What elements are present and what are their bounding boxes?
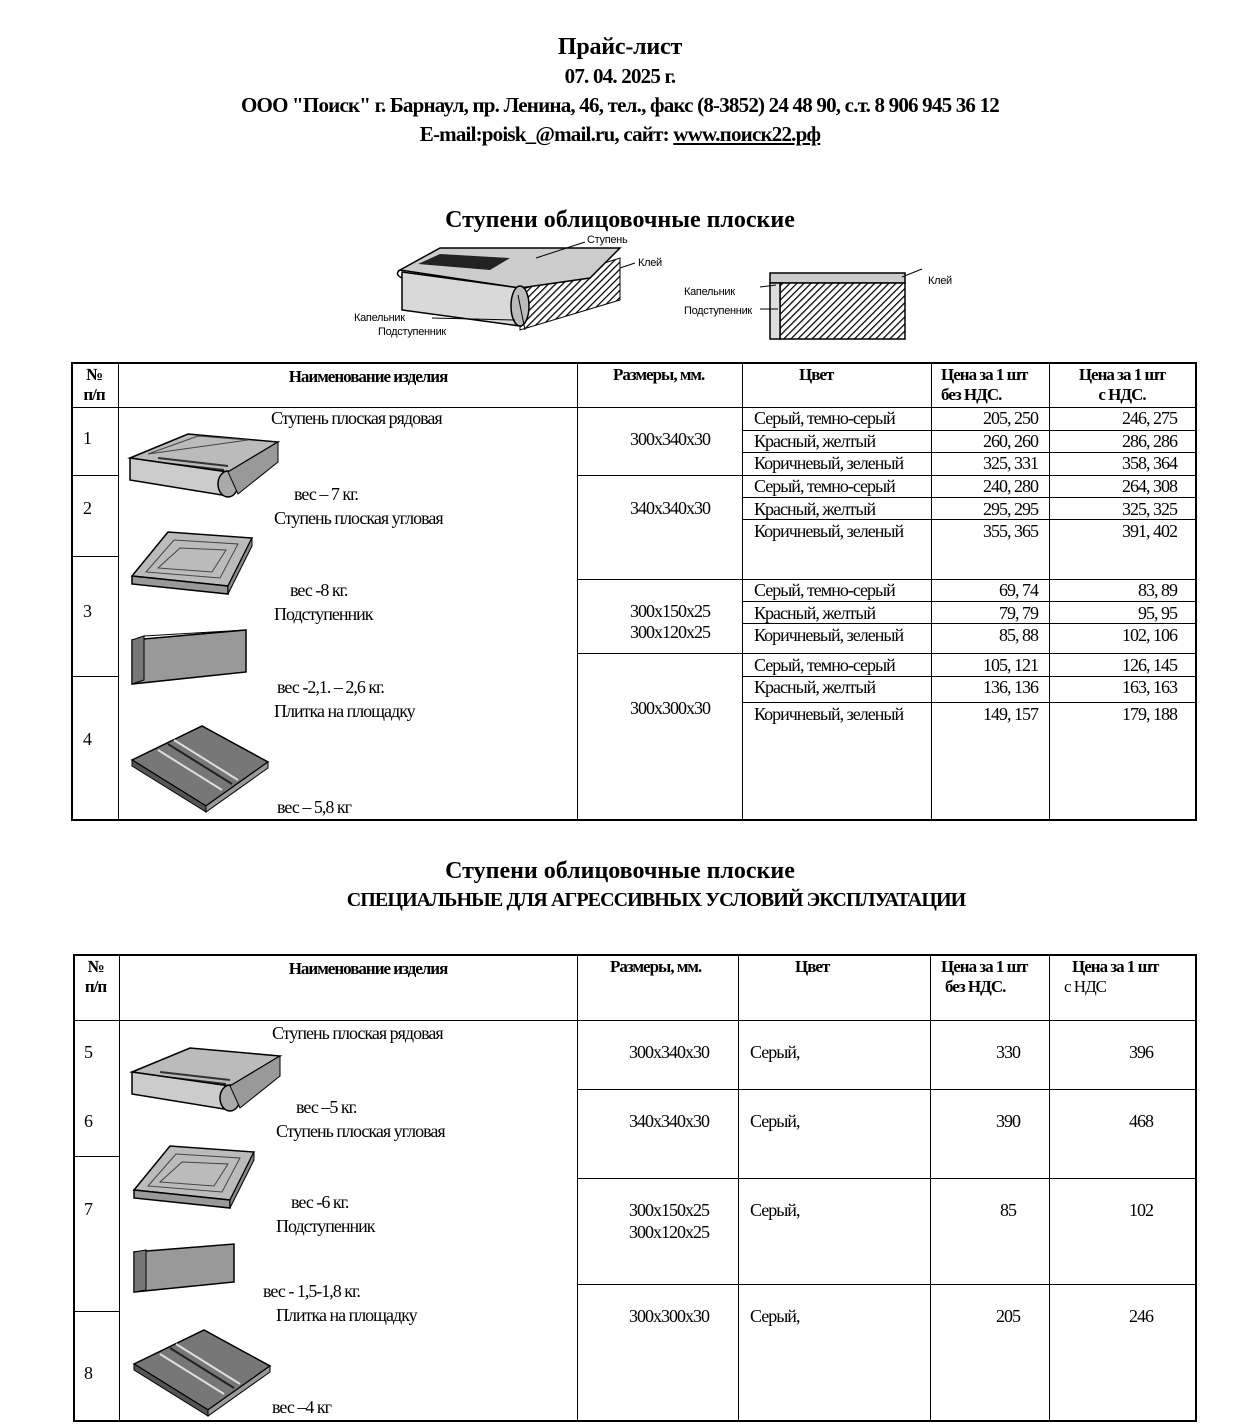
color-cell: Серый, темно-серый xyxy=(754,655,895,675)
size-cell: 300х120х25 xyxy=(629,1222,709,1242)
price-vat: 95, 95 xyxy=(1138,603,1177,623)
color-cell: Коричневый, зеленый xyxy=(754,625,904,645)
col-price-no-vat-2: Цена за 1 шт без НДС. xyxy=(941,957,1028,996)
price-no-vat: 149, 157 xyxy=(983,704,1038,724)
price-vat: 83, 89 xyxy=(1138,580,1177,600)
price-no-vat: 240, 280 xyxy=(983,476,1038,496)
col-name-2: Наименование изделия xyxy=(288,959,448,978)
step-row-image xyxy=(128,430,278,500)
size-cell: 300х300х30 xyxy=(630,698,710,718)
product-name: Подступенник xyxy=(274,604,373,624)
product-weight: вес - 1,5-1,8 кг. xyxy=(263,1281,360,1301)
color-cell: Красный, желтый xyxy=(754,677,876,697)
step-corner-image xyxy=(128,528,258,596)
color-cell: Серый, xyxy=(750,1042,800,1062)
color-cell: Коричневый, зеленый xyxy=(754,704,904,724)
col-price-no-vat: Цена за 1 шт без НДС. xyxy=(941,365,1028,404)
label-glue: Клей xyxy=(638,257,662,269)
label-drip: Капельник xyxy=(354,312,405,324)
price-vat: 264, 308 xyxy=(1122,476,1177,496)
step-corner-image xyxy=(130,1142,260,1210)
price-vat: 102, 106 xyxy=(1122,625,1177,645)
product-name: Подступенник xyxy=(276,1216,375,1236)
step-row-image xyxy=(130,1044,280,1114)
price-vat: 102 xyxy=(1129,1200,1153,1220)
label-riser: Подступенник xyxy=(378,326,446,338)
price-vat: 286, 286 xyxy=(1122,431,1177,451)
price-no-vat: 355, 365 xyxy=(983,521,1038,541)
row-number: 2 xyxy=(83,498,91,518)
label-step: Ступень xyxy=(587,234,628,246)
color-cell: Красный, желтый xyxy=(754,499,876,519)
price-vat: 468 xyxy=(1129,1111,1153,1131)
section1-title: Ступени облицовочные плоские xyxy=(445,207,795,233)
size-cell: 300х150х25 xyxy=(629,1200,709,1220)
price-no-vat: 69, 74 xyxy=(999,580,1038,600)
price-vat: 246 xyxy=(1129,1306,1153,1326)
size-cell: 300х340х30 xyxy=(629,1042,709,1062)
product-name: Ступень плоская рядовая xyxy=(271,408,442,428)
size-cell: 300х300х30 xyxy=(629,1306,709,1326)
row-number: 1 xyxy=(83,428,91,448)
color-cell: Серый, темно-серый xyxy=(754,580,895,600)
label-glue-2: Клей xyxy=(928,275,952,287)
section2-title: Ступени облицовочные плоские xyxy=(445,858,795,884)
label-riser-2: Подступенник xyxy=(684,305,752,317)
product-weight: вес -8 кг. xyxy=(290,580,348,600)
price-no-vat: 85, 88 xyxy=(999,625,1038,645)
row-number: 6 xyxy=(84,1111,92,1131)
color-cell: Коричневый, зеленый xyxy=(754,453,904,473)
size-cell: 300х150х25 xyxy=(630,601,710,621)
col-size-2: Размеры, мм. xyxy=(610,957,702,976)
size-cell: 340х340х30 xyxy=(630,498,710,518)
section2-subtitle: СПЕЦИАЛЬНЫЕ ДЛЯ АГРЕССИВНЫХ УСЛОВИЙ ЭКСПЛУАТАЦИИ xyxy=(346,889,966,911)
price-no-vat: 85 xyxy=(1000,1200,1016,1220)
product-weight: вес –4 кг xyxy=(272,1397,331,1417)
price-vat: 396 xyxy=(1129,1042,1153,1062)
price-no-vat: 330 xyxy=(996,1042,1020,1062)
price-no-vat: 136, 136 xyxy=(983,677,1038,697)
product-weight: вес -6 кг. xyxy=(291,1192,349,1212)
size-cell: 300х340х30 xyxy=(630,429,710,449)
price-vat: 246, 275 xyxy=(1122,408,1177,428)
company-line: ООО "Поиск" г. Барнаул, пр. Ленина, 46, тел., факс (8-3852) 24 48 90, с.т. 8 906 945 36 12 xyxy=(241,93,999,117)
color-cell: Серый, темно-серый xyxy=(754,408,895,428)
price-vat: 391, 402 xyxy=(1122,521,1177,541)
product-name: Ступень плоская угловая xyxy=(274,508,443,528)
riser-image xyxy=(130,1240,240,1294)
price-date: 07. 04. 2025 г. xyxy=(564,64,676,88)
page-title: Прайс-лист xyxy=(557,34,683,60)
product-name: Ступень плоская угловая xyxy=(276,1121,445,1141)
product-name: Ступень плоская рядовая xyxy=(272,1023,443,1043)
row-number: 3 xyxy=(83,601,91,621)
col-size: Размеры, мм. xyxy=(613,365,705,384)
price-vat: 163, 163 xyxy=(1122,677,1177,697)
price-no-vat: 295, 295 xyxy=(983,499,1038,519)
site-link[interactable]: www.поиск22.рф xyxy=(673,122,821,146)
color-cell: Серый, темно-серый xyxy=(754,476,895,496)
product-name: Плитка на площадку xyxy=(274,701,415,721)
color-cell: Красный, желтый xyxy=(754,603,876,623)
color-cell: Коричневый, зеленый xyxy=(754,521,904,541)
row-number: 8 xyxy=(84,1363,92,1383)
color-cell: Серый, xyxy=(750,1306,800,1326)
price-no-vat: 105, 121 xyxy=(983,655,1038,675)
row-number: 4 xyxy=(83,729,91,749)
color-cell: Серый, xyxy=(750,1200,800,1220)
row-number: 7 xyxy=(84,1199,92,1219)
price-no-vat: 260, 260 xyxy=(983,431,1038,451)
col-price-vat: Цена за 1 шт с НДС. xyxy=(1078,365,1166,404)
landing-tile-image xyxy=(130,1326,274,1418)
price-no-vat: 79, 79 xyxy=(999,603,1038,623)
col-price-vat-2: Цена за 1 шт с НДС xyxy=(1064,957,1159,996)
product-weight: вес – 5,8 кг xyxy=(277,797,351,817)
price-no-vat: 325, 331 xyxy=(983,453,1038,473)
product-name: Плитка на площадку xyxy=(276,1305,417,1325)
product-weight: вес –5 кг. xyxy=(296,1097,357,1117)
landing-tile-image xyxy=(128,722,272,814)
price-no-vat: 205 xyxy=(996,1306,1020,1326)
col-num: № п/п xyxy=(83,365,105,404)
label-drip-2: Капельник xyxy=(684,286,735,298)
color-cell: Серый, xyxy=(750,1111,800,1131)
price-vat: 179, 188 xyxy=(1122,704,1177,724)
col-name: Наименование изделия xyxy=(288,367,448,386)
size-cell: 300х120х25 xyxy=(630,622,710,642)
col-color: Цвет xyxy=(799,365,834,384)
riser-image xyxy=(128,626,250,686)
col-color-2: Цвет xyxy=(795,957,830,976)
email-text: E-mail:poisk_@mail.ru, сайт: xyxy=(419,122,674,146)
color-cell: Красный, желтый xyxy=(754,431,876,451)
product-weight: вес – 7 кг. xyxy=(294,484,358,504)
price-vat: 358, 364 xyxy=(1122,453,1177,473)
size-cell: 340х340х30 xyxy=(629,1111,709,1131)
price-vat: 126, 145 xyxy=(1122,655,1177,675)
row-number: 5 xyxy=(84,1042,92,1062)
price-no-vat: 390 xyxy=(996,1111,1020,1131)
col-num-2: № п/п xyxy=(84,957,107,996)
price-vat: 325, 325 xyxy=(1122,499,1177,519)
contact-line xyxy=(0,122,1240,147)
product-weight: вес -2,1. – 2,6 кг. xyxy=(277,677,384,697)
price-no-vat: 205, 250 xyxy=(983,408,1038,428)
